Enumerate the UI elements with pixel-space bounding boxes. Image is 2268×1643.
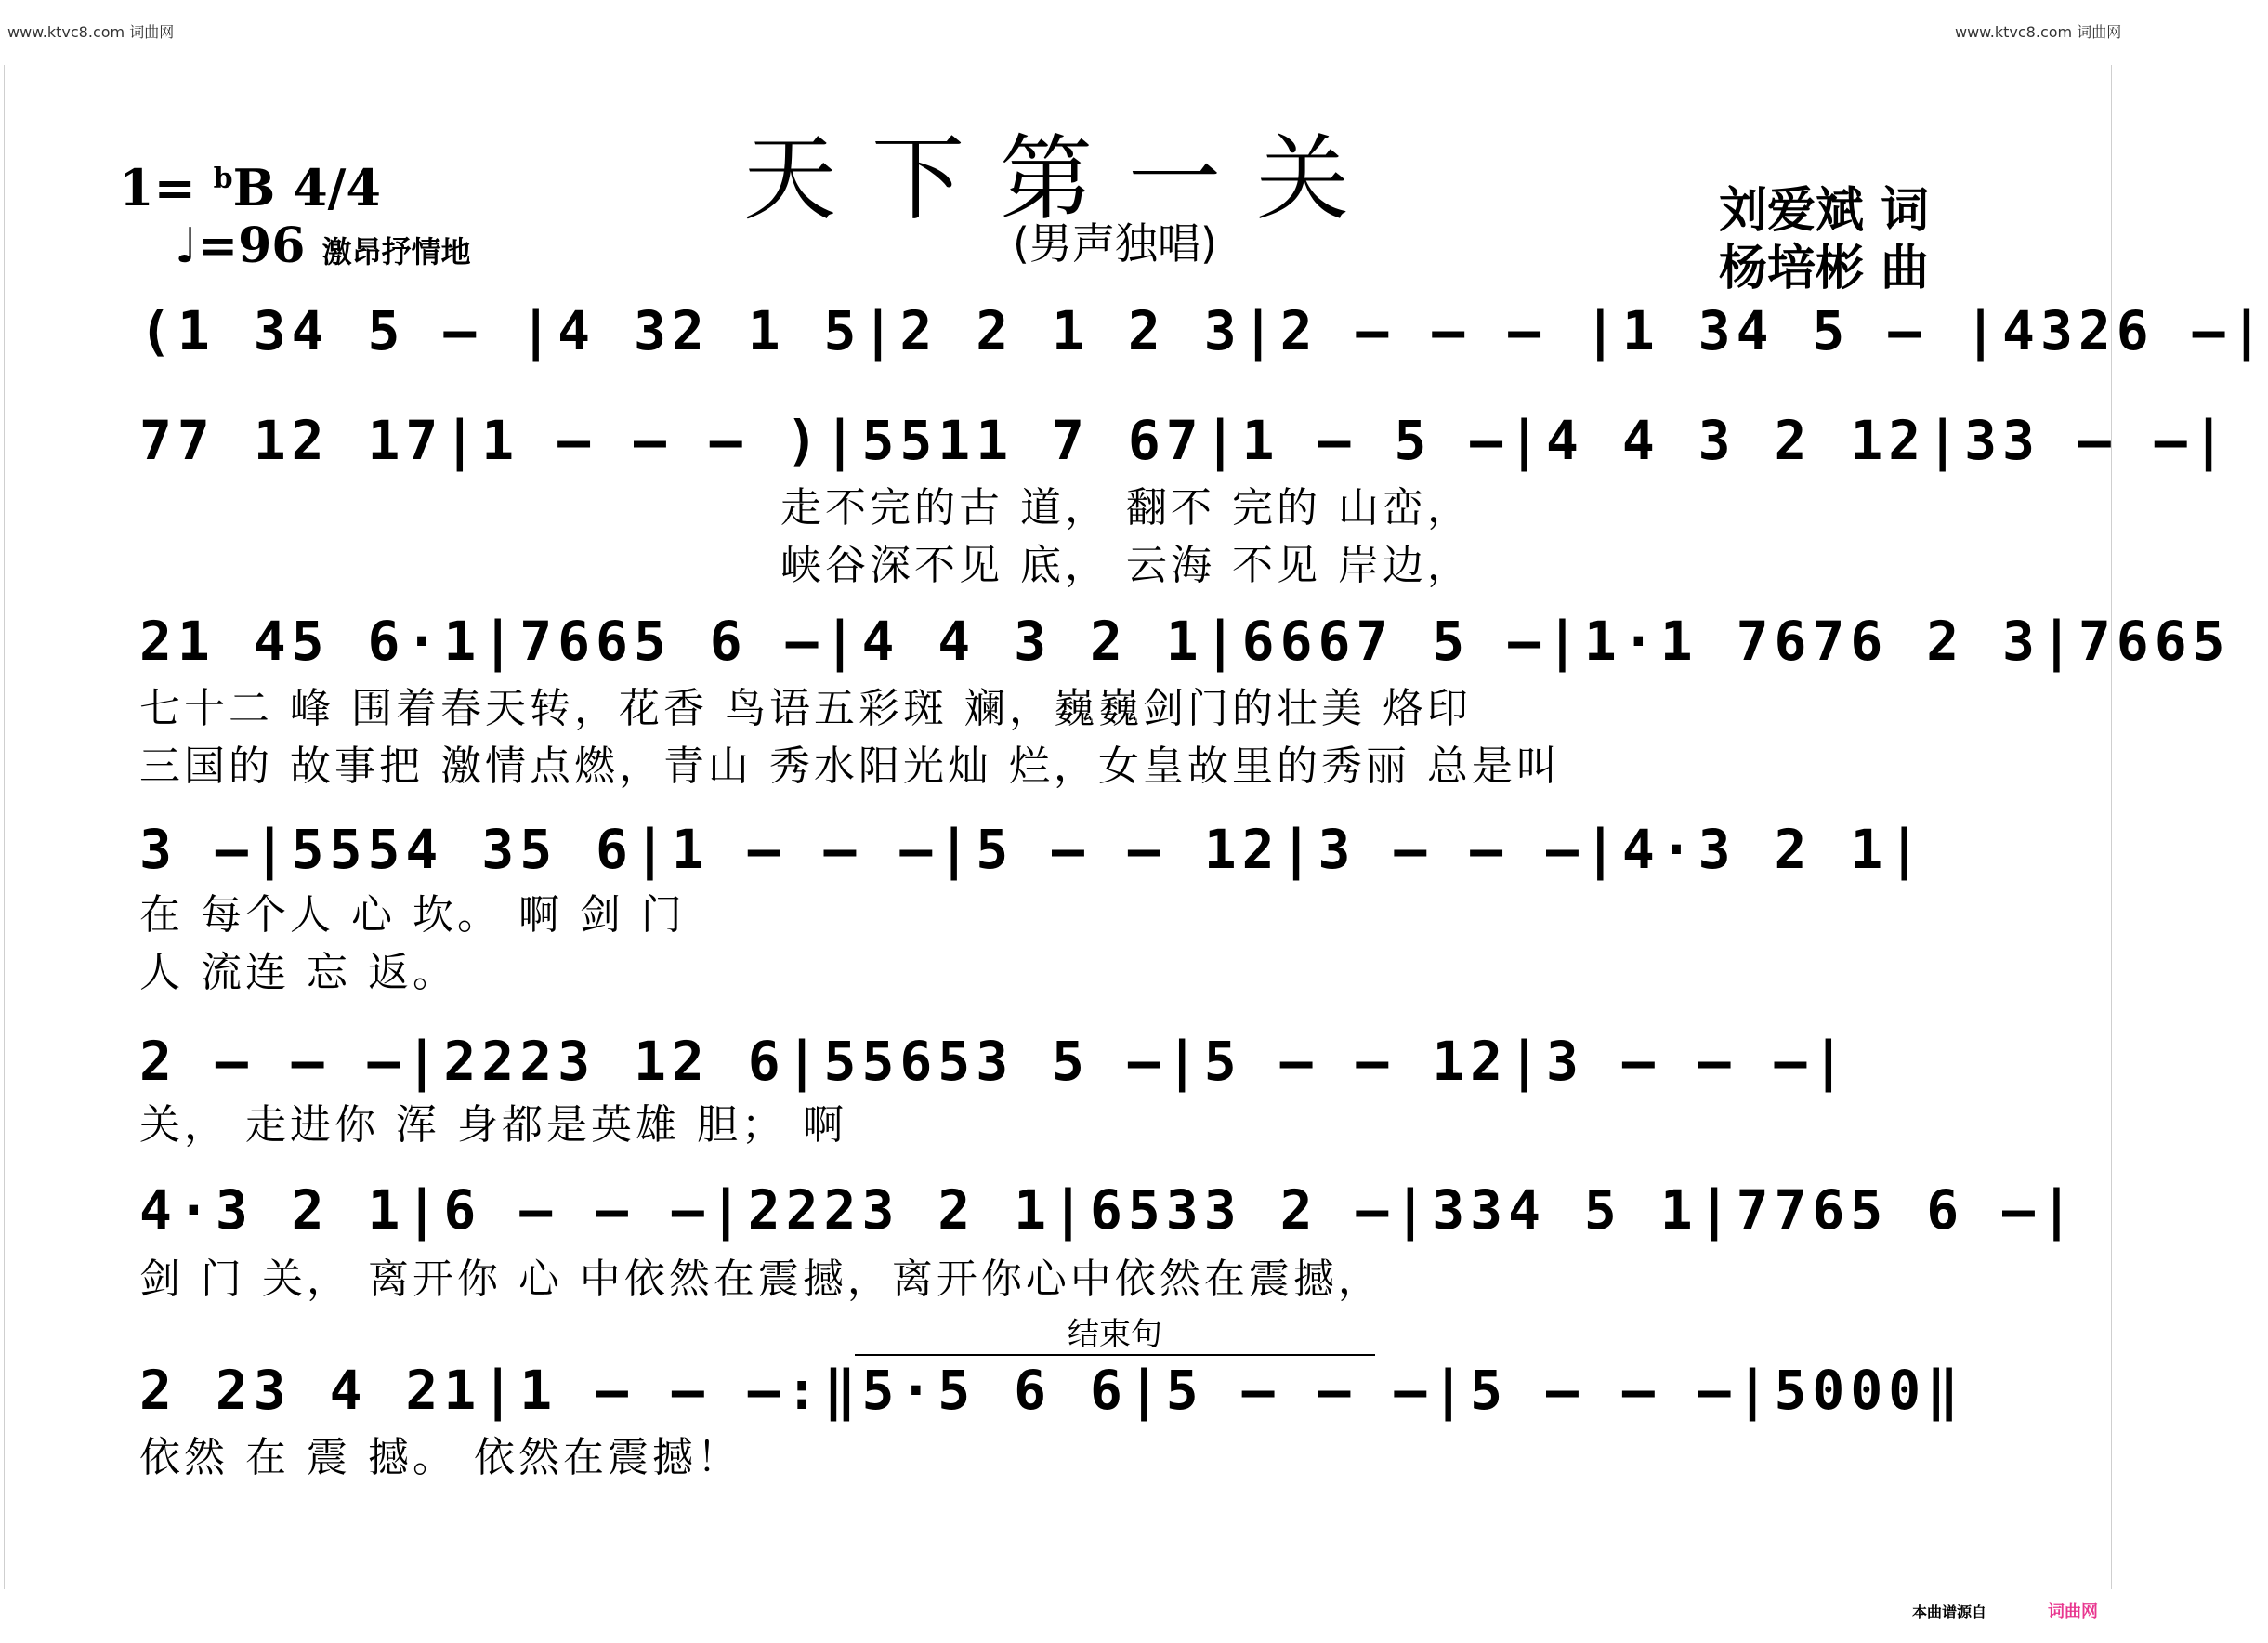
lyric-line-6: 剑 门 关， 离开你 心 中依然在震撼，离开你心中依然在震撼，	[139, 1255, 1383, 1303]
lyricist: 刘爱斌 词	[1719, 183, 1930, 239]
lyric-line-3-verse-2: 三国的 故事把 激情点燃，青山 秀水阳光灿 烂，女皇故里的秀丽 总是叫	[139, 743, 1561, 790]
tempo-value: ♩=96	[175, 217, 306, 274]
staff-line-5: 2 — — —|2223 12 6|55653 5 —|5 — — 12|3 — — —|	[139, 1030, 1851, 1093]
side-watermark-right	[2111, 65, 2125, 1589]
footer-source: 本曲谱源自	[1912, 1603, 1987, 1621]
watermark-right: www.ktvc8.com 词曲网	[1955, 23, 2122, 41]
watermark-left: www.ktvc8.com 词曲网	[7, 23, 175, 41]
lyric-line-2-verse-1: 走不完的古 道， 翻不 完的 山峦，	[780, 484, 1472, 532]
key-prefix: 1=	[119, 158, 196, 217]
staff-line-7: 2 23 4 21|1 — — —:‖5·5 6 6|5 — — —|5 — — —|5000‖	[139, 1359, 1965, 1422]
key-signature	[119, 158, 381, 217]
staff-line-4: 3 —|5554 35 6|1 — — —|5 — — 12|3 — — —|4·3 2 1|	[139, 818, 1927, 881]
side-watermark-left	[4, 65, 18, 1589]
song-title: 天下第一关	[743, 125, 1384, 233]
staff-line-1: (1 34 5 — |4 32 1 5|2 2 1 2 3|2 — — — |1 34 5 — |4326 —|	[139, 299, 2268, 362]
lyric-line-7: 依然 在 震 撼。 依然在震撼！	[139, 1434, 741, 1481]
lyric-line-4-verse-1: 在 每个人 心 坎。 啊 剑 门	[139, 891, 686, 939]
tempo-expression: 激昂抒情地	[321, 234, 471, 269]
staff-line-6: 4·3 2 1|6 — — —|2223 2 1|6533 2 —|334 5 1|7765 6 —|	[139, 1178, 2078, 1242]
lyric-line-4-verse-2: 人 流连 忘 返。	[139, 949, 457, 996]
staff-line-3: 21 45 6·1|7665 6 —|4 4 3 2 1|6667 5 —|1·1 7676 2 3|7665	[139, 610, 2231, 673]
key-flat: b	[213, 163, 233, 195]
song-subtitle: (男声独唱)	[1013, 218, 1217, 269]
staff-line-2: 77 12 17|1 — — — )|5511 7 67|1 — 5 —|4 4 3 2 12|33 — —|	[139, 409, 2231, 472]
key-rest: B 4/4	[232, 158, 381, 217]
ending-label: 结束句	[855, 1308, 1375, 1356]
lyric-line-5: 关， 走进你 浑 身都是英雄 胆； 啊	[139, 1101, 847, 1149]
composer: 杨培彬 曲	[1719, 241, 1930, 296]
tempo-marking	[175, 217, 471, 274]
footer-site-link[interactable]: 词曲网	[2048, 1602, 2098, 1622]
lyric-line-3-verse-1: 七十二 峰 围着春天转，花香 鸟语五彩斑 斓，巍巍剑门的壮美 烙印	[139, 685, 1472, 732]
lyric-line-2-verse-2: 峡谷深不见 底， 云海 不见 岸边，	[780, 542, 1472, 589]
